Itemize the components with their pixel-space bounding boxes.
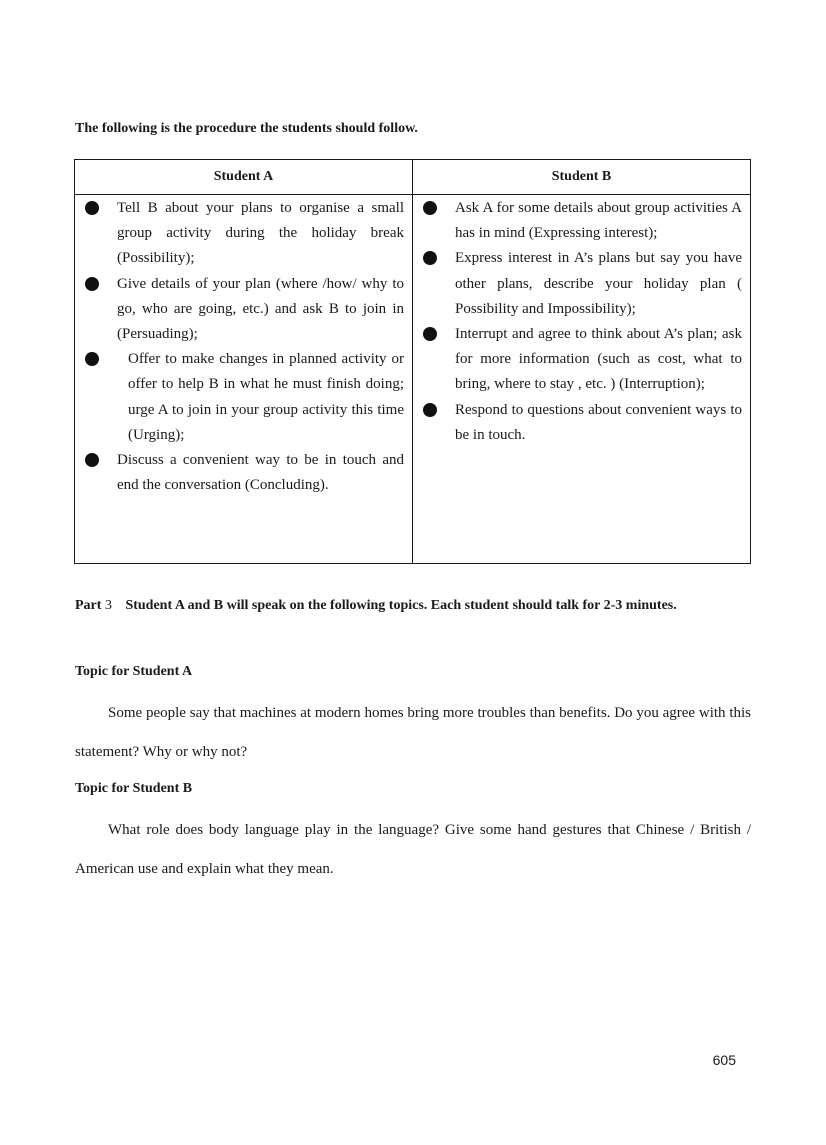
student-b-item-text: Respond to questions about convenient ways to be in touch. [455, 401, 742, 443]
table-row [75, 195, 751, 564]
student-a-list [75, 196, 412, 498]
bullet-icon [85, 277, 99, 291]
procedure-intro: The following is the procedure the students should follow. [75, 121, 418, 136]
student-b-header: Student B [413, 160, 751, 195]
student-b-item [413, 398, 750, 448]
student-a-item [75, 272, 412, 348]
student-b-item [413, 322, 750, 398]
topic-a-body: Some people say that machines at modern homes bring more troubles than benefits. Do you agree with this statement? Why or why not? [75, 705, 751, 760]
topic-b-body: What role does body language play in the language? Give some hand gestures that Chinese / British / American use and explain what they mean. [75, 822, 751, 877]
student-b-item [413, 196, 750, 246]
student-a-item [75, 196, 412, 272]
table-header-row [75, 160, 751, 195]
student-a-item [75, 448, 412, 498]
student-b-item-text: Interrupt and agree to think about A’s plan; ask for more information (such as cost, what to bring, where to stay , etc. ) (Interruption); [455, 326, 742, 393]
student-a-item-text: Offer to make changes in planned activity or offer to help B in what he must finish doing; urge A to join in your group activity this time (Urging); [128, 351, 404, 443]
student-a-item-text: Give details of your plan (where /how/ why to go, who are going, etc.) and ask B to join in (Persuading); [117, 275, 404, 343]
student-a-item-text: Discuss a convenient way to be in touch and end the conversation (Concluding). [117, 452, 404, 494]
part3-instructions [75, 586, 751, 625]
bullet-icon [85, 453, 99, 467]
student-a-item [75, 347, 412, 448]
bullet-icon [85, 352, 99, 366]
student-b-list [413, 196, 750, 448]
bullet-icon [85, 201, 99, 215]
procedure-table [74, 159, 751, 564]
topic-b-heading: Topic for Student B [75, 781, 193, 796]
part3-text: Student A and B will speak on the following topics. Each student should talk for 2-3 minutes. [125, 598, 677, 613]
student-b-item-text: Ask A for some details about group activities A has in mind (Expressing interest); [455, 200, 742, 242]
part3-label: Part [75, 598, 102, 613]
part3-number: 3 [104, 598, 112, 613]
bullet-icon [423, 201, 437, 215]
student-b-item [413, 246, 750, 322]
topic-a-heading: Topic for Student A [75, 664, 193, 679]
student-a-header: Student A [75, 160, 413, 195]
student-a-item-text: Tell B about your plans to organise a small group activity during the holiday break (Possibility); [117, 200, 404, 267]
bullet-icon [423, 327, 437, 341]
student-b-item-text: Express interest in A’s plans but say you have other plans, describe your holiday plan ( Possibility and Impossibility); [455, 250, 742, 317]
page-number: 605 [712, 1052, 736, 1068]
bullet-icon [423, 403, 437, 417]
student-a-cell [75, 195, 413, 564]
student-b-cell [413, 195, 751, 564]
bullet-icon [423, 251, 437, 265]
